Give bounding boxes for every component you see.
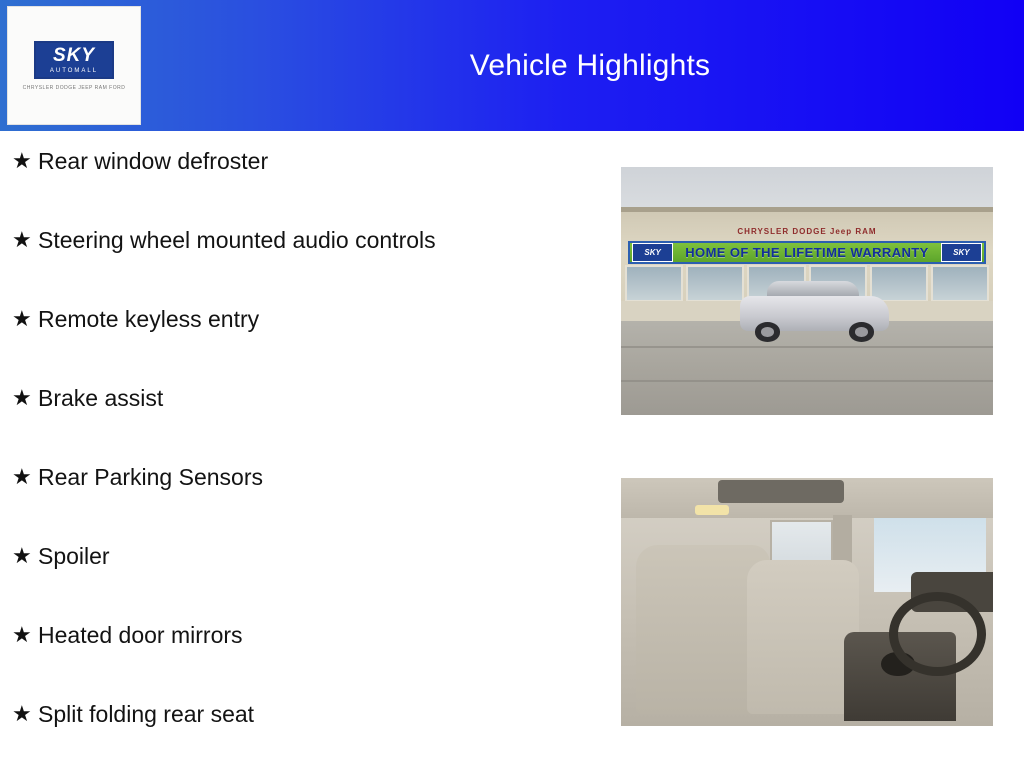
slide-header: [0, 0, 1024, 131]
photo-lot-crack: [621, 380, 993, 382]
logo-brand-text: SKY: [52, 44, 96, 66]
interior-seat-right: [747, 560, 859, 714]
photo-sign-band: [628, 241, 985, 263]
photo-brand-strip: CHRYSLER DODGE Jeep RAM: [737, 226, 877, 236]
feature-label: Heated door mirrors: [38, 622, 243, 648]
star-icon: ★: [12, 543, 32, 568]
vehicle-wheel-front: [755, 322, 780, 341]
vehicle-interior-photo: [621, 478, 993, 726]
dealer-logo: [7, 6, 141, 125]
feature-label: Rear window defroster: [38, 148, 269, 174]
page-title: Vehicle Highlights: [469, 48, 711, 82]
interior-sunroof: [718, 480, 844, 502]
feature-label: Remote keyless entry: [38, 306, 260, 332]
star-icon: ★: [12, 385, 32, 410]
list-item: [0, 699, 600, 768]
star-icon: ★: [12, 306, 32, 331]
window-pane: [686, 265, 744, 302]
list-item: [0, 462, 600, 541]
list-item: [0, 383, 600, 462]
list-item: [0, 304, 600, 383]
logo-affiliate-text: CHRYSLER DODGE JEEP RAM FORD: [22, 84, 126, 91]
list-item: [0, 146, 600, 225]
star-icon: ★: [12, 622, 32, 647]
star-icon: ★: [12, 227, 32, 252]
photo-sign-logo-left: SKY: [632, 243, 673, 263]
star-icon: ★: [12, 701, 32, 726]
sky-logo-badge: [34, 41, 114, 79]
star-icon: ★: [12, 464, 32, 489]
feature-label: Spoiler: [38, 543, 110, 569]
window-pane: [625, 265, 683, 302]
feature-label: Split folding rear seat: [38, 701, 255, 727]
logo-sub-text: AUTOMALL: [49, 67, 99, 74]
photo-sign-text: HOME OF THE LIFETIME WARRANTY: [685, 245, 929, 261]
feature-label: Brake assist: [38, 385, 164, 411]
feature-label: Steering wheel mounted audio controls: [38, 227, 436, 253]
interior-dome-light: [695, 505, 728, 515]
logo-affiliate-row: [23, 85, 126, 91]
list-item: [0, 620, 600, 699]
list-item: [0, 225, 600, 304]
photo-sign-logo-right: SKY: [941, 243, 982, 263]
list-item: [0, 541, 600, 620]
vehicle-wheel-rear: [849, 322, 874, 341]
window-pane: [931, 265, 989, 302]
photo-lot-crack: [621, 346, 993, 348]
star-icon: ★: [12, 148, 32, 173]
interior-steering-wheel: [889, 592, 986, 676]
vehicle-exterior-photo: [621, 167, 993, 415]
feature-label: Rear Parking Sensors: [38, 464, 263, 490]
photo-roofline: [621, 207, 993, 212]
feature-list: [0, 146, 600, 768]
photo-vehicle: [740, 279, 889, 343]
